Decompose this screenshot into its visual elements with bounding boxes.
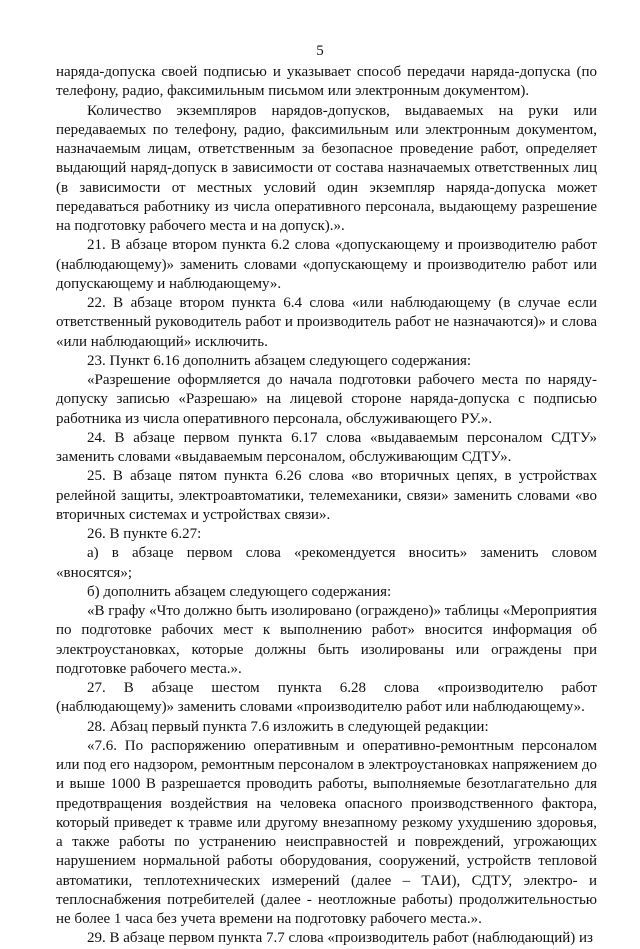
paragraph-item-27: 27. В абзаце шестом пункта 6.28 слова «производителю работ (наблюдающему)» заменить словами «производителю работ или наблюдающему». — [56, 680, 597, 716]
paragraph-item-21: 21. В абзаце втором пункта 6.2 слова «допускающему и производителю работ (наблюдающему)» заменить словами «допускающему и производителю работ или допускающему и наблюдающему». — [56, 237, 597, 292]
paragraph-item-26-quote: «В графу «Что должно быть изолировано (ограждено)» таблицы «Мероприятия по подготовке рабочих мест к выполнению работ» вносится информация об электроустановках, которые должны быть изолированы или ограждены при подготовке рабочего места.». — [56, 603, 597, 677]
paragraph-item-26-b: б) дополнить абзацем следующего содержания: — [87, 583, 392, 600]
paragraph-copies-count: Количество экземпляров нарядов-допусков, выдаваемых на руки или передаваемых по телефону, радио, факсимильным или электронным документом, назначаемым лицам, ответственным за безопасное проведение работ, определяет выдающий наряд-допуск в зависимости от состава назначаемых ответственных лиц (в зависимости от местных условий один экземпляр наряда-допуска может передаваться работнику из числа оперативного персонала, выдающему разрешение на подготовку рабочего места и на допуск).». — [56, 102, 597, 234]
paragraph-item-28-quote: «7.6. По распоряжению оперативным и оперативно-ремонтным персоналом или под его надзором, ремонтным персоналом в электроустановках напряжением до и выше 1000 В разрешается проводить работы, выполняемые безотлагательно для предотвращения воздействия на человека опасного производственного фактора, который приведет к травме или другому внезапному резкому ухудшению здоровья, а также работы по устранению неисправностей и повреждений, угрожающих нарушением нормальной работы оборудования, сооружений, устройств тепловой автоматики, теплотехнических измерений (далее – ТАИ), СДТУ, электро- и теплоснабжения потребителей (далее - неотложные работы) продолжительностью не более 1 часа без учета времени на подготовку рабочего места.». — [56, 737, 597, 927]
paragraph-item-24: 24. В абзаце первом пункта 6.17 слова «выдаваемым персоналом СДТУ» заменить словами «выдаваемым персоналом, обслуживающим СДТУ». — [56, 429, 597, 465]
paragraph-item-29: 29. В абзаце первом пункта 7.7 слова «производитель работ (наблюдающий) из — [87, 930, 593, 947]
paragraph-item-25: 25. В абзаце пятом пункта 6.26 слова «во вторичных цепях, в устройствах релейной защиты, электроавтоматики, телемеханики, связи» заменить словами «во вторичных системах и устройствах связи». — [56, 468, 597, 523]
paragraph-item-28: 28. Абзац первый пункта 7.6 изложить в следующей редакции: — [87, 718, 489, 735]
paragraph-item-23: 23. Пункт 6.16 дополнить абзацем следующего содержания: — [87, 352, 472, 369]
paragraph-item-26-a: а) в абзаце первом слова «рекомендуется вносить» заменить словом «вносятся»; — [56, 545, 597, 581]
page-number: 5 — [316, 43, 324, 59]
paragraph-item-26: 26. В пункте 6.27: — [87, 526, 202, 542]
paragraph-item-23-quote: «Разрешение оформляется до начала подготовки рабочего места по наряду-допуску записью «Разрешаю» на лицевой стороне наряда-допуска с подписью работника из числа оперативного персонала, обслуживающего РУ.». — [56, 372, 597, 427]
paragraph-continuation: наряда-допуска своей подписью и указывает способ передачи наряда-допуска (по телефону, радио, факсимильным письмом или электронным документом). — [56, 64, 597, 100]
document-body — [56, 63, 597, 949]
paragraph-item-22: 22. В абзаце втором пункта 6.4 слова «или наблюдающему (в случае если ответственный руководитель работ и производитель работ не назначаются)» и слова «или наблюдающий» исключить. — [56, 295, 597, 350]
